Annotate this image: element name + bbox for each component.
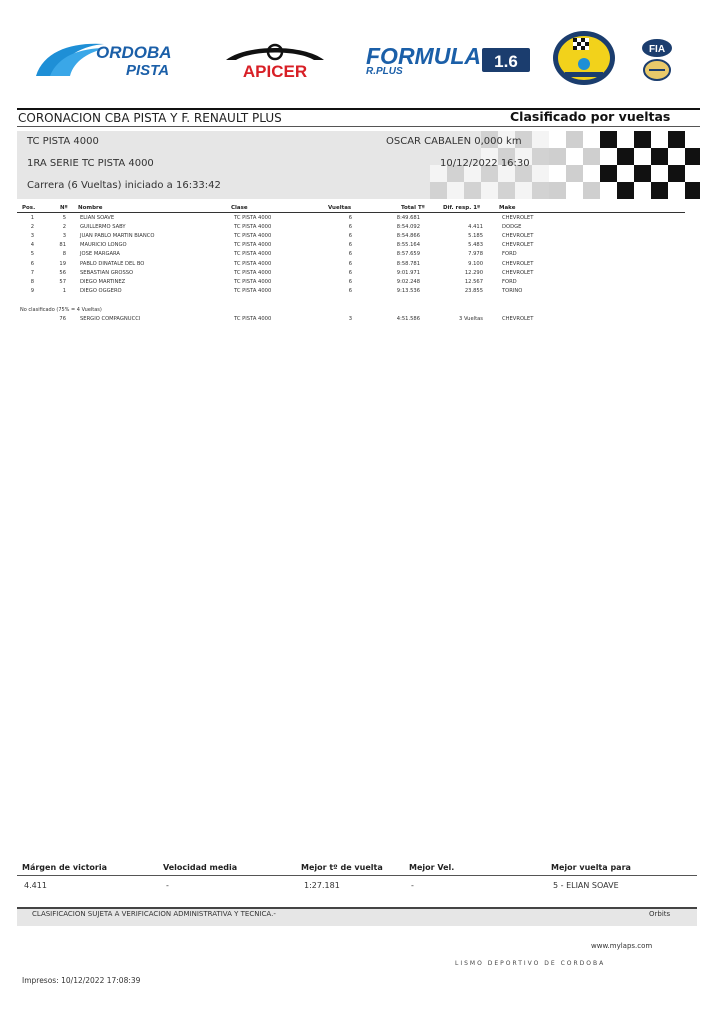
flag-square: [617, 165, 634, 182]
cell-laps: 3: [348, 316, 352, 322]
cell-pos: 1: [30, 215, 34, 221]
category-label: TC PISTA 4000: [27, 136, 99, 147]
cell-make: DODGE: [502, 224, 522, 231]
best-lap-label: Mejor tº de vuelta: [301, 863, 383, 872]
flag-square: [651, 148, 668, 165]
best-lap-for-label: Mejor vuelta para: [551, 863, 631, 872]
flag-square: [549, 131, 566, 148]
cell-make: CHEVROLET: [502, 242, 534, 249]
cell-name: SERGIO COMPAGNUCCI: [80, 316, 141, 322]
cell-pos: 8: [30, 278, 34, 285]
cell-diff: 5.483: [468, 242, 483, 249]
cell-name: PABLO DINATALE DEL BO: [80, 260, 145, 267]
table-row: [0, 242, 700, 251]
cell-total: 9:13.536: [396, 287, 420, 294]
flag-square: [583, 131, 600, 148]
best-speed-value: -: [411, 881, 414, 890]
cell-num: 1: [62, 287, 66, 294]
flag-square: [566, 182, 583, 199]
cell-diff: 9.100: [468, 260, 483, 267]
flag-square: [583, 182, 600, 199]
flag-square: [464, 182, 481, 199]
flag-square: [685, 165, 700, 182]
cell-total: 8:57.659: [396, 251, 420, 258]
cordoba-logo-line2: PISTA: [126, 62, 170, 79]
timing-provider: Orbits: [649, 910, 671, 918]
flag-square: [668, 148, 685, 165]
cell-name: DIEGO MARTINEZ: [80, 278, 126, 285]
cell-make: CHEVROLET: [502, 215, 534, 221]
cell-class: TC PISTA 4000: [234, 233, 272, 240]
cell-total: 9:01.971: [396, 269, 420, 276]
cell-num: 8: [62, 251, 66, 258]
cell-num: 81: [59, 242, 66, 249]
formula-logo-sub: R.PLUS: [366, 66, 403, 77]
flag-square: [617, 182, 634, 199]
margin-value: 4.411: [24, 881, 47, 890]
cell-laps: 6: [348, 215, 352, 221]
website-link[interactable]: www.mylaps.com: [591, 942, 653, 950]
cell-total: 9:02.248: [396, 278, 420, 285]
col-header-class: Clase: [231, 205, 248, 211]
flag-square: [532, 148, 549, 165]
fia-logo-text: FIA: [648, 44, 666, 55]
flag-square: [549, 182, 566, 199]
apicer-logo-text: APICER: [242, 62, 308, 80]
flag-square: [566, 131, 583, 148]
cell-num: 3: [62, 233, 66, 240]
circuit-label: OSCAR CABALEN 0,000 km: [386, 136, 522, 147]
flag-square: [651, 131, 668, 148]
cell-name: DIEGO OGGERO: [80, 287, 122, 294]
cell-diff: 3 Vueltas: [459, 316, 483, 322]
flag-square: [685, 131, 700, 148]
cell-laps: 6: [348, 251, 352, 258]
session-datetime: 10/12/2022 16:30: [440, 158, 530, 169]
flag-square: [634, 182, 651, 199]
cell-class: TC PISTA 4000: [234, 287, 272, 294]
cell-laps: 6: [348, 269, 352, 276]
cell-make: CHEVROLET: [502, 269, 534, 276]
flag-square: [668, 131, 685, 148]
flag-square: [651, 165, 668, 182]
flag-square: [634, 131, 651, 148]
table-row: [0, 270, 700, 279]
cordoba-pista-logo: [34, 40, 186, 80]
cell-name: SEBASTIAN GROSSO: [80, 269, 134, 276]
col-header-pos: Pos.: [22, 205, 36, 211]
table-row: [0, 279, 700, 288]
event-title: CORONACION CBA PISTA Y F. RENAULT PLUS: [18, 111, 282, 125]
cell-class: TC PISTA 4000: [234, 260, 272, 267]
not-classified-title: No clasificado (75% = 4 Vueltas): [20, 307, 102, 313]
cell-laps: 6: [348, 233, 352, 240]
cell-laps: 6: [348, 242, 352, 249]
flag-square: [447, 182, 464, 199]
race-start-label: Carrera (6 Vueltas) iniciado a 16:33:42: [27, 180, 221, 191]
flag-square: [549, 148, 566, 165]
col-header-diff: Dif. resp. 1º: [443, 205, 481, 211]
cell-class: TC PISTA 4000: [234, 269, 272, 276]
flag-square: [634, 148, 651, 165]
printed-timestamp: Impresos: 10/12/2022 17:08:39: [22, 976, 141, 985]
flag-square: [668, 182, 685, 199]
cell-make: FORD: [502, 251, 517, 258]
cell-name: ELIAN SOAVE: [80, 215, 115, 221]
cell-pos: 5: [30, 251, 34, 258]
avg-speed-value: -: [166, 881, 169, 890]
table-row: [0, 251, 700, 260]
cell-num: 19: [59, 260, 66, 267]
cell-num: 57: [59, 278, 66, 285]
flag-square: [651, 182, 668, 199]
cell-laps: 6: [348, 278, 352, 285]
cell-make: CHEVROLET: [502, 316, 534, 322]
cell-total: 8:54.866: [396, 233, 420, 240]
cell-class: TC PISTA 4000: [234, 224, 272, 231]
table-row: [0, 316, 700, 325]
cordoba-logo-line1: ORDOBA: [96, 43, 172, 62]
cell-laps: 6: [348, 260, 352, 267]
flag-square: [685, 182, 700, 199]
association-name: LISMO DEPORTIVO DE CORDOBA: [455, 960, 606, 967]
cell-total: 8:49.681: [396, 215, 420, 221]
cell-laps: 6: [348, 287, 352, 294]
flag-square: [685, 148, 700, 165]
cell-total: 8:58.781: [396, 260, 420, 267]
report-type: Clasificado por vueltas: [510, 109, 671, 124]
flag-square: [600, 131, 617, 148]
flag-square: [549, 165, 566, 182]
apicer-logo: [206, 40, 344, 80]
title-bottom-rule: [17, 126, 700, 127]
flag-square: [498, 182, 515, 199]
flag-square: [634, 165, 651, 182]
col-header-num: Nº: [60, 205, 68, 211]
formula-logo-main: FORMULA: [366, 43, 481, 69]
cell-class: TC PISTA 4000: [234, 215, 272, 221]
cell-num: 5: [62, 215, 66, 221]
cell-total: 8:55.164: [396, 242, 420, 249]
col-header-laps: Vueltas: [328, 205, 352, 211]
cell-pos: 2: [30, 224, 34, 231]
cell-make: CHEVROLET: [502, 233, 534, 240]
cell-pos: 9: [30, 287, 34, 294]
cell-class: TC PISTA 4000: [234, 316, 272, 322]
margin-label: Márgen de victoria: [22, 863, 107, 872]
flag-square: [566, 165, 583, 182]
flag-square: [600, 165, 617, 182]
flag-square: [430, 182, 447, 199]
table-row: [0, 224, 700, 233]
session-label: 1RA SERIE TC PISTA 4000: [27, 158, 154, 169]
cell-make: CHEVROLET: [502, 260, 534, 267]
table-row: [0, 233, 700, 242]
cell-name: MAURICIO LONGO: [80, 242, 127, 249]
flag-square: [617, 148, 634, 165]
formula-logo-number: 1.6: [494, 52, 518, 71]
flag-square: [481, 182, 498, 199]
cell-diff: 4.411: [468, 224, 483, 231]
best-speed-label: Mejor Vel.: [409, 863, 455, 872]
flag-square: [515, 182, 532, 199]
cell-make: TORINO: [502, 287, 523, 294]
cell-name: JOSE MARGARA: [80, 251, 120, 258]
flag-square: [600, 182, 617, 199]
cell-num: 2: [62, 224, 66, 231]
flag-square: [566, 148, 583, 165]
formula-renault-logo: [362, 40, 532, 80]
avg-speed-label: Velocidad media: [163, 863, 238, 872]
col-header-make: Make: [499, 205, 516, 211]
cell-class: TC PISTA 4000: [234, 278, 272, 285]
flag-square: [532, 131, 549, 148]
cell-total: 8:54.092: [396, 224, 420, 231]
flag-square: [617, 131, 634, 148]
cell-diff: 12.567: [464, 278, 483, 285]
flag-square: [532, 165, 549, 182]
cell-name: JUAN PABLO MARTIN BIANCO: [80, 233, 155, 240]
cell-class: TC PISTA 4000: [234, 251, 272, 258]
col-header-total: Total Tº: [401, 205, 425, 211]
cell-laps: 6: [348, 224, 352, 231]
header-rule: [17, 212, 685, 213]
col-header-name: Nombre: [78, 205, 103, 211]
cell-name: GUILLERMO SABY: [80, 224, 126, 231]
cell-pos: 7: [30, 269, 34, 276]
club-badge-logo: [551, 30, 617, 86]
cell-diff: 12.290: [464, 269, 483, 276]
flag-square: [532, 182, 549, 199]
best-lap-for-value: 5 - ELIAN SOAVE: [553, 881, 619, 890]
flag-square: [583, 148, 600, 165]
footer-rule: [17, 875, 697, 876]
cell-num: 76: [59, 316, 66, 322]
cell-diff: 23.855: [464, 287, 483, 294]
cell-pos: 3: [30, 233, 34, 240]
cell-total: 4:51.586: [396, 316, 420, 322]
notice-text: CLASIFICACION SUJETA A VERIFICACION ADMINISTRATIVA Y TECNICA.-: [32, 910, 276, 918]
table-row: [0, 215, 700, 224]
flag-square: [668, 165, 685, 182]
flag-square: [583, 165, 600, 182]
cell-make: FORD: [502, 278, 517, 285]
table-row: [0, 261, 700, 270]
cell-diff: 7.978: [468, 251, 483, 258]
fia-logo: [640, 38, 674, 82]
cell-class: TC PISTA 4000: [234, 242, 272, 249]
cell-pos: 6: [30, 260, 34, 267]
table-row: [0, 288, 700, 297]
flag-square: [600, 148, 617, 165]
cell-diff: 5.185: [468, 233, 483, 240]
cell-pos: 4: [30, 242, 34, 249]
cell-num: 56: [59, 269, 66, 276]
best-lap-value: 1:27.181: [304, 881, 340, 890]
